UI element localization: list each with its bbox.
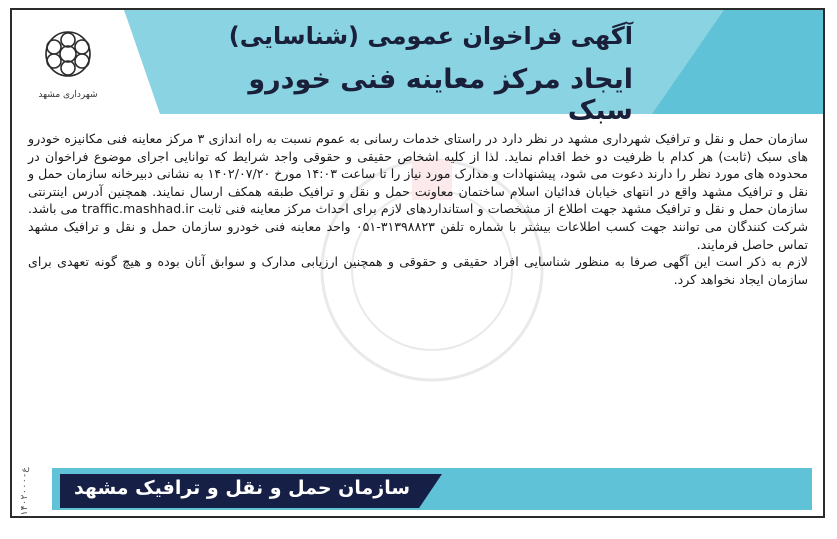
notice-body (28, 130, 808, 288)
body-paragraph-1: سازمان حمل و نقل و ترافیک شهرداری مشهد در نظر دارد در راستای خدمات رسانی به عموم نسبت به راه اندازی ۳ مرکز معاینه فنی مکانیزه خودرو های سبک (ثابت) هر کدام با ظرفیت دو خط اقدام نماید. لذا از کلیه اشخاص حقیقی و حقوقی واجد شرایط که توانایی اجرای موضوع فراخوان در محدوده های مورد نظر را دارند دعوت می شود، پیشنهادات و مدارک مورد نیاز را تا ساعت ۱۴:۰۳ مورخ ۱۴۰۲/۰۷/۲۰ به نشانی دبیرخانه سازمان حمل و نقل و ترافیک مشهد واقع در انتهای خیابان فدائیان اسلام ساختمان معاونت حمل و نقل و ترافیک طبقه همکف ارسال نمایند. همچنین آدرس اینترنتی سازمان حمل و نقل و ترافیک مشهد جهت اطلاع از مشخصات و استانداردهای لازم برای احداث مرکز معاینه فنی ثابت traffic.mashhad.ir می باشد. شرکت کنندگان می توانند جهت کسب اطلاعات بیشتر با شماره تلفن ۳۱۳۹۸۸۲۳-۰۵۱ واحد معاینه فنی خودرو سازمان حمل و نقل و ترافیک مشهد تماس حاصل فرمایند. (28, 131, 809, 252)
footer (12, 452, 823, 516)
organization-name: سازمان حمل و نقل و ترافیک مشهد (73, 477, 411, 499)
notice-title: آگهی فراخوان عمومی (شناسایی) (228, 22, 633, 50)
notice-subtitle: ایجاد مرکز معاینه فنی خودرو سبک (248, 64, 633, 126)
municipality-logo (22, 18, 114, 110)
side-code: ع-۱۴۰۲۰۰۰ (20, 467, 30, 516)
header (12, 10, 823, 126)
body-paragraph-2: لازم به ذکر است این آگهی صرفا به منظور شناسایی افراد حقیقی و حقوقی و همچنین ارزیابی مدارک و سوابق آنان بوده و هیچ گونه تعهدی برای سازمان ایجاد نخواهد کرد. (28, 254, 808, 287)
advertisement-notice (10, 8, 825, 518)
logo-caption: شهرداری مشهد (38, 90, 98, 100)
